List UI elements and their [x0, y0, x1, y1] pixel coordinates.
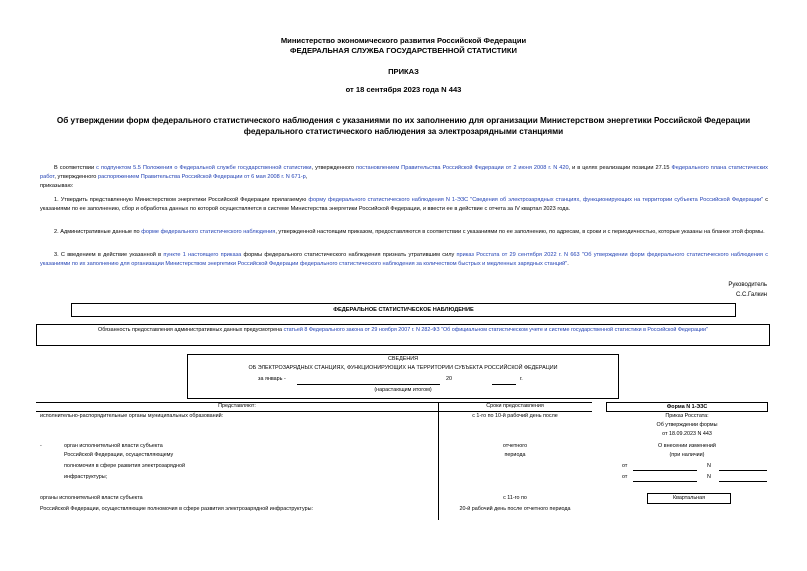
changes-from-label-2: от	[622, 474, 628, 480]
obligation-text	[67, 327, 739, 335]
preamble-text-3: , и в целях реализации позиции 27.15	[568, 165, 672, 171]
row-2-dash: -	[40, 443, 42, 449]
link-form[interactable]: форме федерального статистического наблюдения	[141, 229, 276, 235]
periodicity-value: Квартальная	[672, 495, 706, 501]
year-prefix: 20	[446, 376, 452, 382]
changes-if-any: (при наличии)	[669, 452, 705, 458]
form-banner-text: ФЕДЕРАЛЬНОЕ СТАТИСТИЧЕСКОЕ НАБЛЮДЕНИЕ	[333, 307, 474, 313]
service-name: ФЕДЕРАЛЬНАЯ СЛУЖБА ГОСУДАРСТВЕННОЙ СТАТИСТИКИ	[290, 46, 517, 55]
approval-date: от 18.09.2023 N 443	[662, 431, 712, 437]
periodicity-box	[647, 493, 731, 504]
preamble-paragraph	[40, 164, 768, 181]
link-government-decree[interactable]: постановлением Правительства Российской Федерации от 2 июня 2008 г. N 420	[356, 165, 569, 171]
row-3-term-2: 20-й рабочий день после отчетного периода	[459, 506, 571, 512]
preamble-text-2: , утвержденного	[311, 165, 357, 171]
changes-number-label-2: N	[707, 474, 711, 480]
link-government-order[interactable]: распоряжением Правительства Российской Федерации от 6 мая 2008 г. N 671-р	[97, 173, 306, 180]
row-2-line-2: Российской Федерации, осуществляющему	[64, 452, 174, 458]
column-provide-header: Представляют:	[218, 403, 256, 409]
column-deadline-header: Сроки предоставления	[486, 403, 544, 409]
year-suffix: г.	[520, 376, 523, 382]
preamble-text-5: ,	[305, 173, 308, 180]
approval-form-label: Об утверждении формы	[656, 422, 718, 428]
link-federal-law-282[interactable]: статьей 8 Федерального закона от 29 ноября 2007 г. N 282-ФЗ "Об официальном статистическом учете и системе государственной статистики в Российской Федерации"	[283, 327, 708, 333]
link-item-1[interactable]: пункте 1 настоящего приказа	[163, 252, 242, 258]
table-header-line	[36, 411, 592, 412]
doc-date-number: от 18 сентября 2023 года N 443	[345, 85, 462, 94]
row-2-term-2: периода	[504, 452, 526, 458]
doc-title: Об утверждении форм федерального статистического наблюдения с указаниями по их заполнению для организации Министерством энергетики Российской Федерации федерального статистического наблюдения за электрозарядными станциями	[56, 116, 751, 136]
form-banner	[71, 303, 736, 317]
link-regulation[interactable]: с подпунктом 5.5 Положения о Федеральной службе государственной статистики	[96, 165, 312, 171]
item-1-text-2: с указаниями по ее заполнению, сбор и обработка данных по которой осуществляется в системе Министерства энергетики Российской Федерации, и ввести ее в действие с отчета за IV квартал 2023 года.	[40, 197, 768, 212]
obligation-text-1: Обязанность предоставления административных данных предусмотрена	[98, 327, 284, 333]
item-3-text-1: 3. С введением в действие указанной в	[54, 252, 164, 258]
period-field-line[interactable]	[297, 384, 440, 385]
item-2-paragraph	[40, 228, 768, 237]
link-rosstat-order-663[interactable]: приказ Росстата от 29 сентября 2022 г. N 663 "Об утверждении форм федерального статистического наблюдения с указаниями по их заполнению для организации Министерством энергетики Российской Федерации федерального статистического наблюдения за количеством быстрых и медленных зарядных станций"	[40, 252, 769, 267]
row-3-line-2: Российской Федерации, осуществляющие полномочия в сфере развития электрозарядной инфраструктуры:	[40, 506, 313, 512]
item-2-text-2: , утвержденной настоящим приказом, предоставляются в соответствии с указаниями по ее заполнению, по адресам, в сроки и с периодичностью, которые указаны на бланке этой формы.	[275, 229, 765, 235]
item-3-text-3: .	[567, 260, 569, 267]
changes-date-field-1[interactable]	[633, 470, 697, 471]
changes-date-field-2[interactable]	[633, 481, 697, 482]
row-2-term-1: отчетного	[502, 443, 528, 449]
item-3-text-2: формы федерального статистического наблюдения признать утратившим силу	[241, 252, 457, 258]
approval-order-label: Приказ Росстата:	[665, 413, 709, 419]
link-form-1-ezs[interactable]: форму федерального статистического наблюдения N 1-ЭЗС "Сведения об электрозарядных станциях, функционирующих на территории субъекта Российской Федерации"	[308, 197, 764, 203]
svedeniya-heading: СВЕДЕНИЯ	[388, 356, 418, 362]
order-word: приказываю:	[40, 183, 74, 189]
item-3-paragraph	[40, 251, 768, 268]
link-federal-plan[interactable]: Федерального плана статистических работ	[40, 165, 768, 180]
row-2-line-1: орган исполнительной власти субъекта	[64, 443, 163, 449]
form-number-box	[606, 402, 768, 412]
item-1-text-1: 1. Утвердить представленную Министерством энергетики Российской Федерации прилагаемую	[54, 197, 309, 203]
preamble-text-1: В соответствии	[54, 165, 97, 171]
svedeniya-about: ОБ ЭЛЕКТРОЗАРЯДНЫХ СТАНЦИЯХ, ФУНКЦИОНИРУЮЩИХ НА ТЕРРИТОРИИ СУБЪЕКТА РОССИЙСКОЙ ФЕДЕРАЦИИ	[248, 365, 558, 371]
obligation-box	[36, 324, 770, 346]
cumulative-note: (нарастающим итогом)	[374, 387, 432, 393]
changes-from-label-1: от	[622, 463, 628, 469]
changes-number-field-2[interactable]	[719, 481, 767, 482]
row-3-term-1: с 11-го по	[503, 495, 527, 501]
row-2-line-4: инфраструктуры;	[64, 474, 108, 480]
signature-name: С.С.Галкин	[735, 292, 767, 298]
item-2-text-1: 2. Административные данные по	[54, 229, 142, 235]
changes-number-field-1[interactable]	[719, 470, 767, 471]
item-1-paragraph	[40, 196, 768, 213]
row-1-provider: исполнительно-распорядительные органы муниципальных образований:	[40, 413, 224, 419]
form-number: Форма N 1-ЭЗС	[666, 404, 708, 410]
preamble-text-4: , утвержденного	[54, 173, 98, 180]
row-1-term: с 1-го по 10-й рабочий день после	[472, 413, 558, 419]
changes-number-label-1: N	[707, 463, 711, 469]
changes-label: О внесении изменений	[658, 443, 716, 449]
ministry-name: Министерство экономического развития Российской Федерации	[280, 36, 527, 45]
row-2-line-3: полномочия в сфере развития электрозарядной	[64, 463, 185, 469]
year-field-line[interactable]	[492, 384, 516, 385]
signature-role: Руководитель	[728, 282, 767, 288]
doc-type: ПРИКАЗ	[388, 67, 419, 76]
row-3-line-1: органы исполнительной власти субъекта	[40, 495, 143, 501]
period-label: за январь -	[258, 376, 286, 382]
